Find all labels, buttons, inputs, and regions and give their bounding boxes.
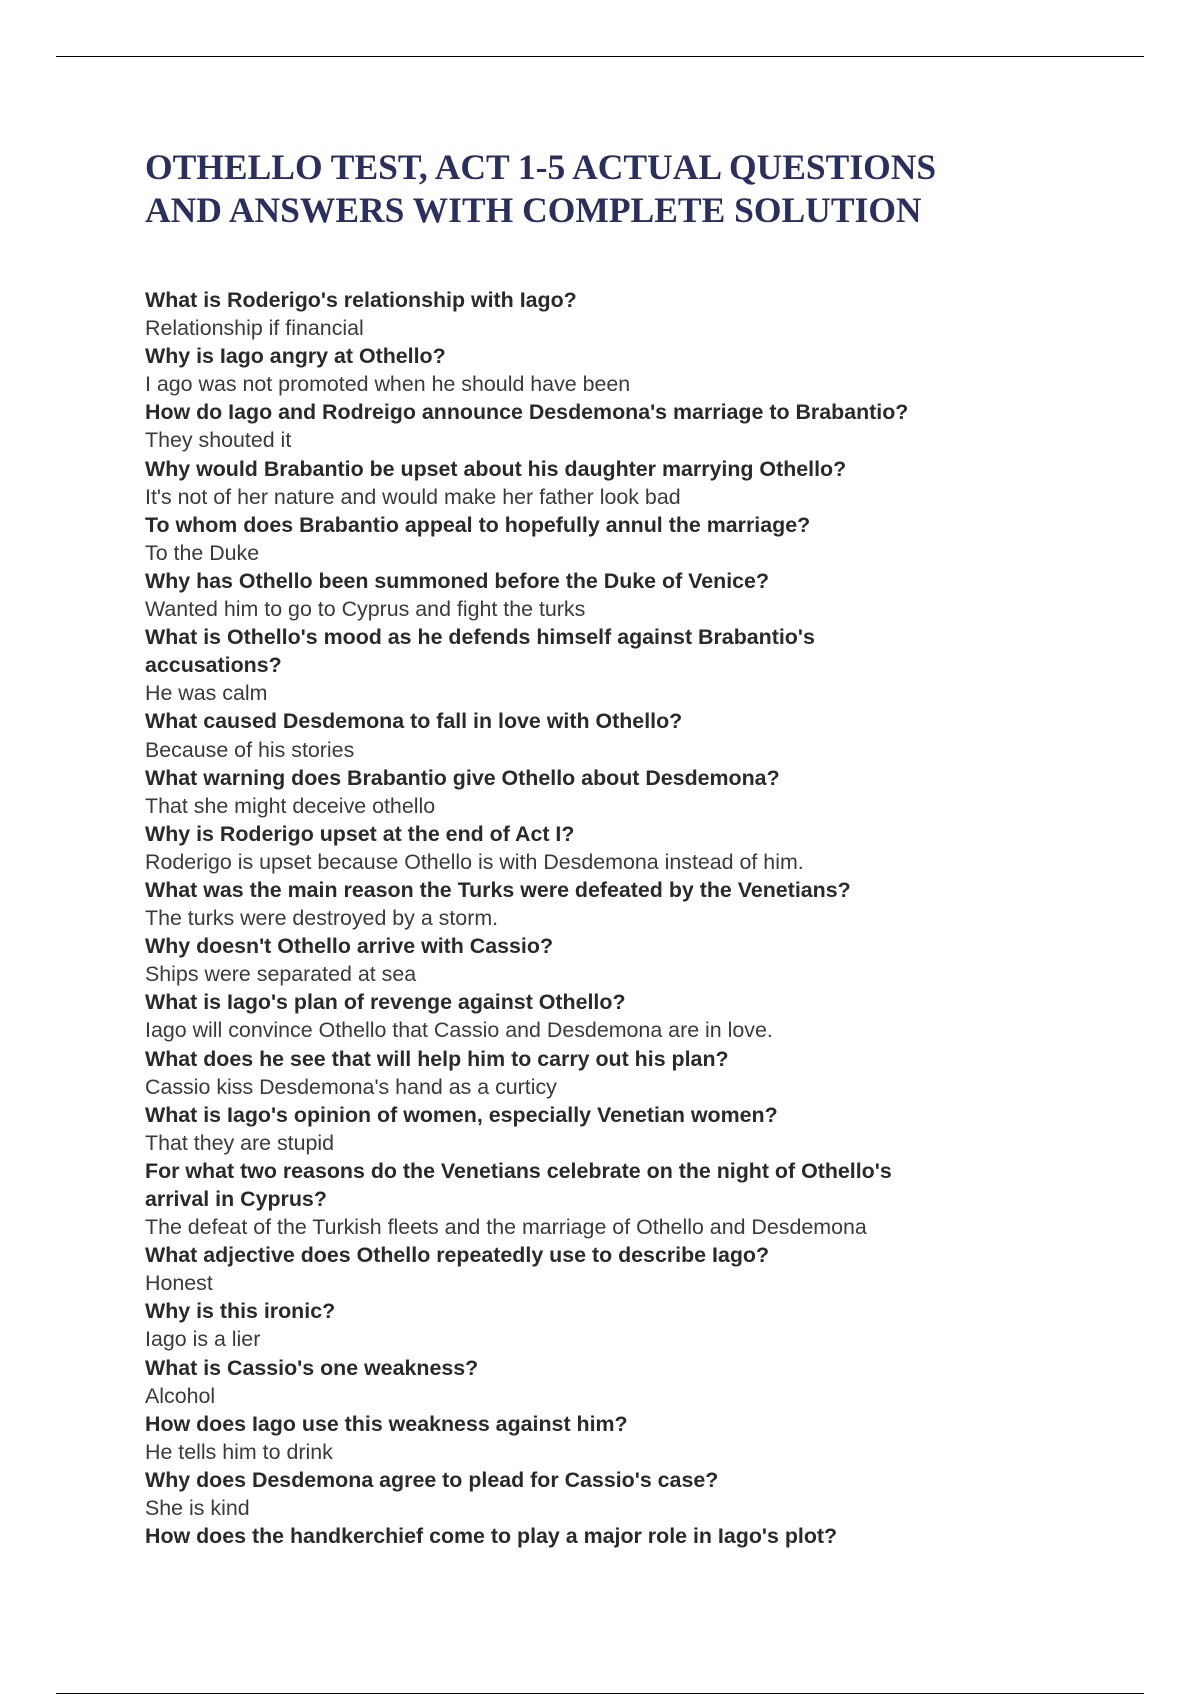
qa-list <box>145 286 1045 1550</box>
qa-item <box>145 1157 1045 1241</box>
question-text: accusations? <box>145 653 282 678</box>
qa-item <box>145 932 1045 988</box>
answer-text: He tells him to drink <box>145 1439 333 1464</box>
question-text: How do Iago and Rodreigo announce Desdemona's marriage to Brabantio? <box>145 400 909 425</box>
title-line: AND ANSWERS WITH COMPLETE SOLUTION <box>145 190 922 230</box>
answer-text: Wanted him to go to Cyprus and fight the turks <box>145 597 586 622</box>
qa-item <box>145 1522 1045 1550</box>
answer-text: Relationship if financial <box>145 316 364 341</box>
qa-item <box>145 398 1045 454</box>
answer-text: They shouted it <box>145 428 292 453</box>
qa-item <box>145 455 1045 511</box>
qa-item <box>145 511 1045 567</box>
document-title <box>145 146 1105 232</box>
answer-text: To the Duke <box>145 540 260 565</box>
question-text: What was the main reason the Turks were defeated by the Venetians? <box>145 877 851 902</box>
question-text: What is Roderigo's relationship with Iago? <box>145 288 577 312</box>
qa-item <box>145 764 1045 820</box>
answer-text: That they are stupid <box>145 1130 335 1155</box>
answer-text: Ships were separated at sea <box>145 962 417 987</box>
question-text: What adjective does Othello repeatedly use to describe Iago? <box>145 1243 770 1268</box>
qa-item <box>145 1410 1045 1466</box>
title-line: OTHELLO TEST, ACT 1-5 ACTUAL QUESTIONS <box>145 147 937 187</box>
question-text: Why is Roderigo upset at the end of Act I? <box>145 821 575 846</box>
qa-item <box>145 988 1045 1044</box>
question-text: How does Iago use this weakness against him? <box>145 1411 628 1436</box>
answer-text: Honest <box>145 1271 213 1296</box>
answer-text: Iago is a lier <box>145 1327 261 1352</box>
answer-text: I ago was not promoted when he should have been <box>145 372 631 397</box>
question-text: What does he see that will help him to carry out his plan? <box>145 1046 729 1071</box>
qa-item <box>145 1466 1045 1522</box>
answer-text: Cassio kiss Desdemona's hand as a curticy <box>145 1074 557 1099</box>
question-text: Why has Othello been summoned before the Duke of Venice? <box>145 568 770 593</box>
footer-rule <box>56 1693 1144 1694</box>
qa-item <box>145 342 1045 398</box>
qa-item <box>145 1241 1045 1297</box>
qa-item <box>145 1354 1045 1410</box>
qa-item <box>145 1101 1045 1157</box>
question-text: What is Othello's mood as he defends himself against Brabantio's <box>145 625 815 650</box>
answer-text: Iago will convince Othello that Cassio and Desdemona are in love. <box>145 1018 773 1043</box>
qa-item <box>145 707 1045 763</box>
qa-item <box>145 1297 1045 1353</box>
answer-text: The defeat of the Turkish fleets and the marriage of Othello and Desdemona <box>145 1215 867 1240</box>
question-text: Why is this ironic? <box>145 1299 336 1324</box>
qa-item <box>145 623 1045 707</box>
answer-text: The turks were destroyed by a storm. <box>145 906 499 931</box>
qa-item <box>145 820 1045 876</box>
question-text: How does the handkerchief come to play a major role in Iago's plot? <box>145 1524 838 1549</box>
question-text: What is Iago's opinion of women, especially Venetian women? <box>145 1102 778 1127</box>
answer-text: He was calm <box>145 681 268 706</box>
question-text: To whom does Brabantio appeal to hopefully annul the marriage? <box>145 512 811 537</box>
question-text: What is Cassio's one weakness? <box>145 1355 479 1380</box>
answer-text: Because of his stories <box>145 737 355 762</box>
answer-text: Alcohol <box>145 1383 216 1408</box>
question-text: Why doesn't Othello arrive with Cassio? <box>145 934 554 959</box>
question-text: What warning does Brabantio give Othello about Desdemona? <box>145 765 780 790</box>
qa-item <box>145 876 1045 932</box>
answer-text: She is kind <box>145 1496 250 1521</box>
question-text: Why is Iago angry at Othello? <box>145 344 446 369</box>
qa-item <box>145 1045 1045 1101</box>
qa-item <box>145 567 1045 623</box>
question-text: arrival in Cyprus? <box>145 1187 327 1211</box>
answer-text: That she might deceive othello <box>145 793 436 818</box>
answer-text: It's not of her nature and would make her father look bad <box>145 484 681 509</box>
question-text: Why would Brabantio be upset about his daughter marrying Othello? <box>145 456 847 481</box>
question-text: What is Iago's plan of revenge against Othello? <box>145 990 626 1015</box>
question-text: For what two reasons do the Venetians celebrate on the night of Othello's <box>145 1158 892 1183</box>
qa-item <box>145 286 1045 342</box>
question-text: What caused Desdemona to fall in love with Othello? <box>145 709 683 734</box>
answer-text: Roderigo is upset because Othello is with Desdemona instead of him. <box>145 849 804 874</box>
header-rule <box>56 56 1144 57</box>
question-text: Why does Desdemona agree to plead for Cassio's case? <box>145 1467 719 1492</box>
